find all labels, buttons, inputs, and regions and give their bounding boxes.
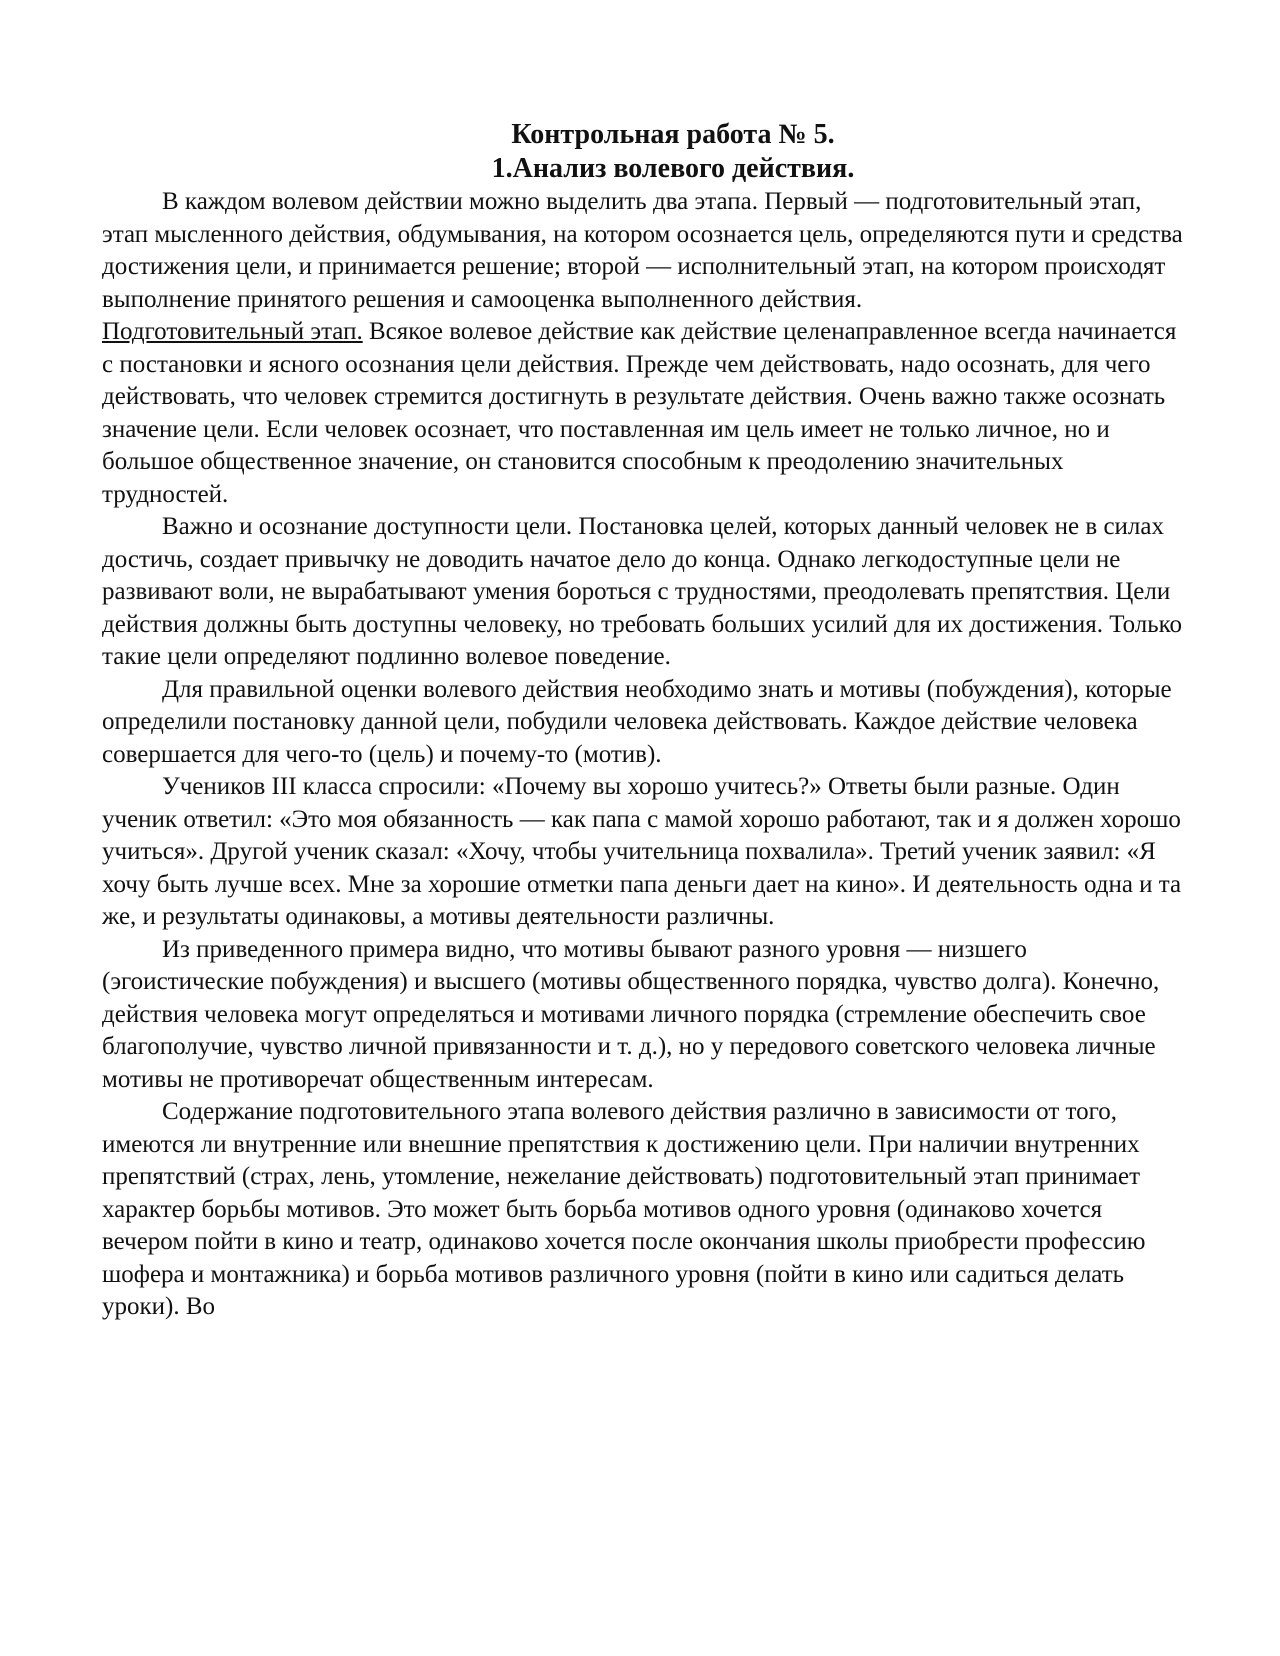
paragraph-2-text: Всякое волевое действие как действие целенаправленное всегда начинается с постановки и ясного осознания цели действия. Прежде чем действовать, надо осознать, для чего действовать, что человек стремится достигнуть в результате действия. Очень важно также осознать значение цели. Если человек осознает, что поставленная им цель имеет не только личное, но и большое общественное значение, он становится способным к преодолению значительных трудностей. bbox=[102, 318, 1177, 508]
paragraph-1: В каждом волевом действии можно выделить два этапа. Первый — подготовительный этап, этап мысленного действия, обдумывания, на котором осознается цель, определяются пути и средства достижения цели, и принимается решение; второй — исполнительный этап, на котором происходят выполнение принятого решения и самооценка выполненного действия. bbox=[102, 188, 1183, 313]
paragraph-3: Важно и осознание доступности цели. Постановка целей, которых данный человек не в силах достичь, создает привычку не доводить начатое дело до конца. Однако легкодоступные цели не развивают воли, не вырабатывают умения бороться с трудностями, преодолевать препятствия. Цели действия должны быть доступны человеку, но требовать больших усилий для их достижения. Только такие цели определяют подлинно волевое поведение. bbox=[102, 513, 1183, 670]
title-line-2: 1.Анализ волевого действия. bbox=[491, 153, 855, 184]
document-title bbox=[102, 118, 1192, 186]
paragraph-2 bbox=[102, 316, 1192, 511]
preparatory-stage-heading: Подготовительный этап. bbox=[102, 318, 363, 345]
paragraph-4: Для правильной оценки волевого действия необходимо знать и мотивы (побуждения), которые определили постановку данной цели, побудили человека действовать. Каждое действие человека совершается для чего-то (цель) и почему-то (мотив). bbox=[102, 675, 1172, 768]
paragraph-6: Из приведенного примера видно, что мотивы бывают разного уровня — низшего (эгоистические побуждения) и высшего (мотивы общественного порядка, чувство долга). Конечно, действия человека могут определяться и мотивами личного порядка (стремление обеспечить свое благополучие, чувство личной привязанности и т. д.), но у передового советского человека личные мотивы не противоречат общественным интересам. bbox=[102, 935, 1160, 1093]
paragraph-7: Содержание подготовительного этапа волевого действия различно в зависимости от того, имеются ли внутренние или внешние препятствия к достижению цели. При наличии внутренних препятствий (страх, лень, утомление, нежелание действовать) подготовительный этап принимает характер борьбы мотивов. Это может быть борьба мотивов одного уровня (одинаково хочется вечером пойти в кино и театр, одинаково хочется после окончания школы приобрести профессию шофера и монтажника) и борьба мотивов различного уровня (пойти в кино или садиться делать уроки). Во bbox=[102, 1098, 1146, 1320]
paragraph-5: Учеников III класса спросили: «Почему вы хорошо учитесь?» Ответы были разные. Один ученик ответил: «Это моя обязанность — как папа с мамой хорошо работают, так и я должен хорошо учиться». Другой ученик сказал: «Хочу, чтобы учительница похвалила». Третий ученик заявил: «Я хочу быть лучше всех. Мне за хорошие отметки папа деньги дает на кино». И деятельность одна и та же, и результаты одинаковы, а мотивы деятельности различны. bbox=[102, 773, 1182, 930]
title-line-1: Контрольная работа № 5. bbox=[511, 119, 835, 150]
document-body bbox=[102, 118, 1192, 1324]
